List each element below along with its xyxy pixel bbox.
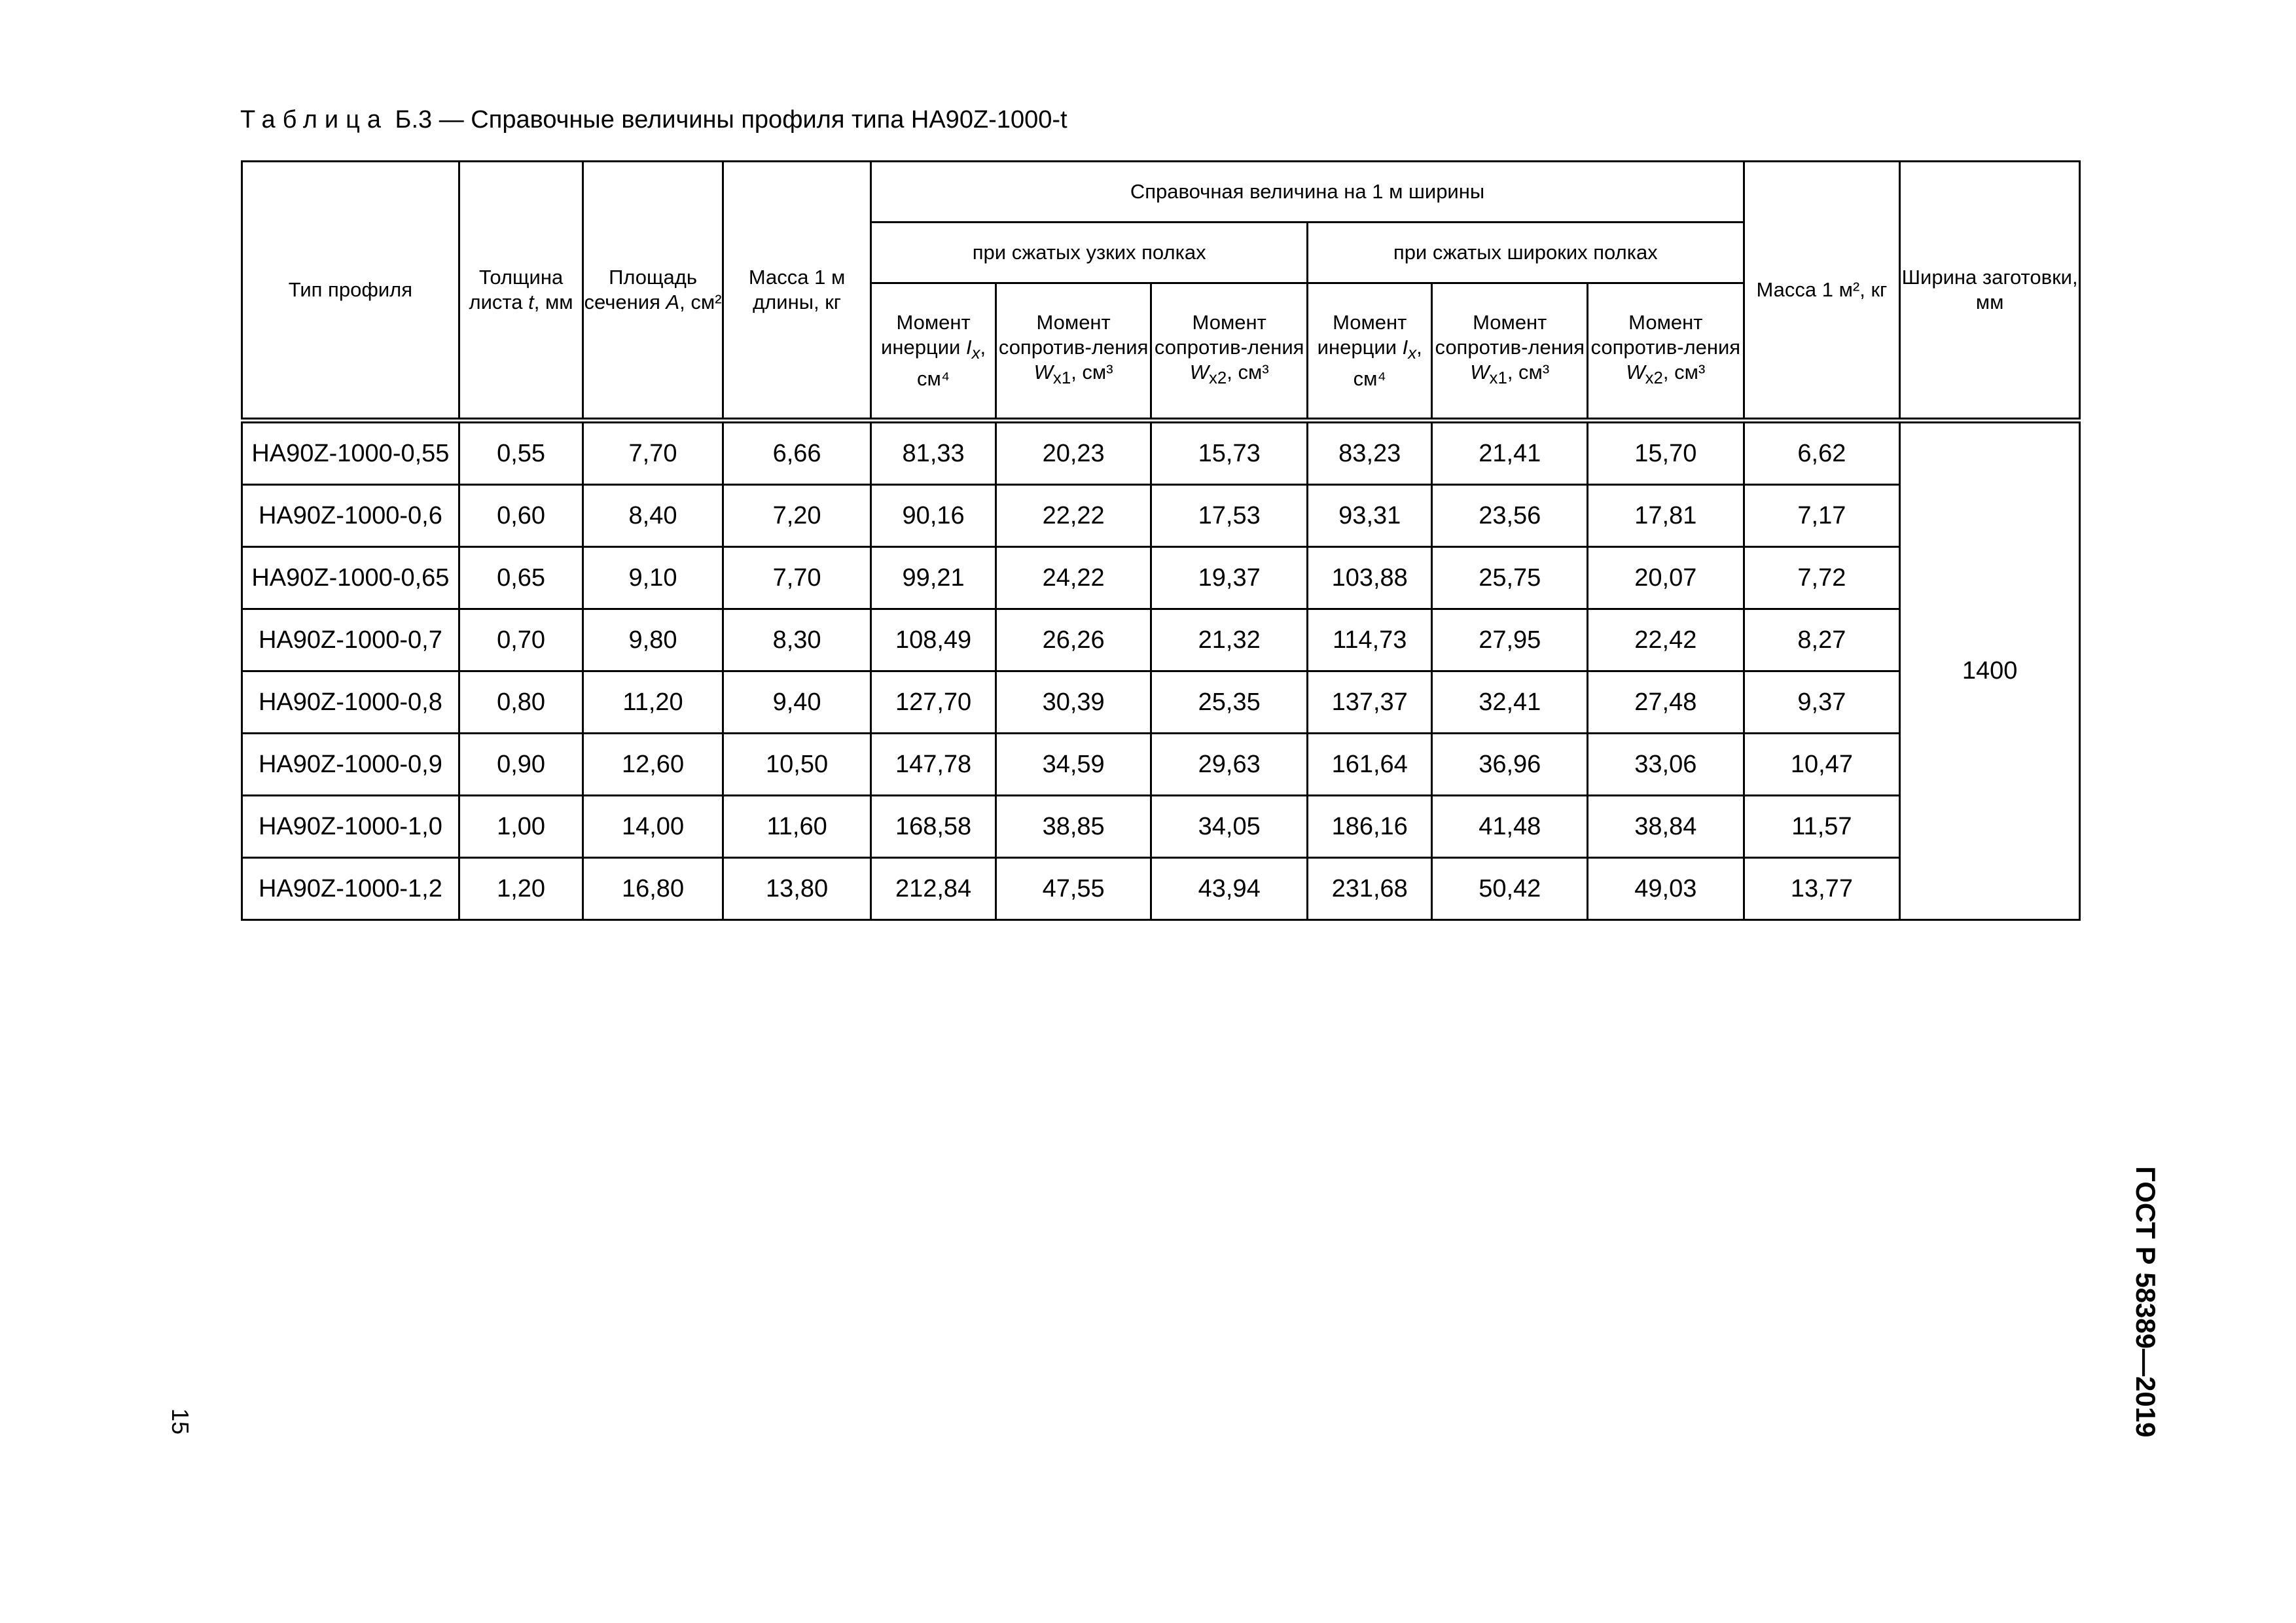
table-cell: 7,70 — [723, 547, 871, 609]
table-cell: 9,10 — [583, 547, 723, 609]
caption-label: Таблица — [240, 106, 388, 134]
table-cell: 32,41 — [1432, 671, 1588, 734]
table-row — [242, 421, 2080, 485]
header-wide-resist-1: Момент сопротив-ления $W_{x1}$, см³ — [1432, 283, 1588, 421]
table-cell: 93,31 — [1307, 485, 1431, 547]
table-cell: 147,78 — [871, 734, 996, 796]
table-cell: 17,81 — [1588, 485, 1744, 547]
blank-width-value: 1400 — [1900, 421, 2080, 920]
document-code: ГОСТ Р 58389—2019 — [2130, 1166, 2161, 1438]
header-wide-resist-2: Момент сопротив-ления $W_{x2}$, см³ — [1588, 283, 1744, 421]
table-cell: 22,22 — [996, 485, 1151, 547]
table-cell: 8,40 — [583, 485, 723, 547]
table-cell: 11,60 — [723, 796, 871, 858]
header-narrow-group: при сжатых узких полках — [871, 223, 1308, 283]
table-row — [242, 858, 2080, 920]
table-cell: 43,94 — [1151, 858, 1308, 920]
table-cell: HA90Z-1000-0,6 — [242, 485, 459, 547]
table-cell: 6,62 — [1744, 421, 1900, 485]
table-cell: 27,95 — [1432, 609, 1588, 671]
table-cell: HA90Z-1000-0,65 — [242, 547, 459, 609]
table-cell: 27,48 — [1588, 671, 1744, 734]
table-cell: HA90Z-1000-1,2 — [242, 858, 459, 920]
table-cell: 34,59 — [996, 734, 1151, 796]
table-cell: 11,57 — [1744, 796, 1900, 858]
table-cell: 16,80 — [583, 858, 723, 920]
header-mass-per-m: Масса 1 м длины, кг — [723, 162, 871, 421]
table-cell: 10,47 — [1744, 734, 1900, 796]
table-cell: 22,42 — [1588, 609, 1744, 671]
header-area: Площадь сечения A, см² — [583, 162, 723, 421]
table-cell: 38,85 — [996, 796, 1151, 858]
table-cell: 41,48 — [1432, 796, 1588, 858]
table-cell: 161,64 — [1307, 734, 1431, 796]
table-cell: 90,16 — [871, 485, 996, 547]
table-cell: 83,23 — [1307, 421, 1431, 485]
table-cell: 186,16 — [1307, 796, 1431, 858]
table-cell: 23,56 — [1432, 485, 1588, 547]
table-cell: 6,66 — [723, 421, 871, 485]
header-thickness: Толщина листа t, мм — [459, 162, 583, 421]
table-cell: 12,60 — [583, 734, 723, 796]
table-cell: 8,27 — [1744, 609, 1900, 671]
table-body — [242, 421, 2080, 920]
header-ref-group: Справочная величина на 1 м ширины — [871, 162, 1744, 223]
header-mass-per-m2: Масса 1 м², кг — [1744, 162, 1900, 421]
table-cell: 137,37 — [1307, 671, 1431, 734]
table-cell: 0,90 — [459, 734, 583, 796]
table-cell: 103,88 — [1307, 547, 1431, 609]
table-cell: 15,70 — [1588, 421, 1744, 485]
table-cell: 8,30 — [723, 609, 871, 671]
table-cell: 108,49 — [871, 609, 996, 671]
table-cell: 14,00 — [583, 796, 723, 858]
table-cell: 21,41 — [1432, 421, 1588, 485]
table-row — [242, 671, 2080, 734]
table-cell: 20,23 — [996, 421, 1151, 485]
table-cell: 38,84 — [1588, 796, 1744, 858]
table-cell: 29,63 — [1151, 734, 1308, 796]
table-cell: 0,65 — [459, 547, 583, 609]
header-wide-inertia: Момент инерции $I_x$, см⁴ — [1307, 283, 1431, 421]
table-cell: 50,42 — [1432, 858, 1588, 920]
table-cell: 13,80 — [723, 858, 871, 920]
table-cell: 30,39 — [996, 671, 1151, 734]
table-cell: 13,77 — [1744, 858, 1900, 920]
table-cell: 99,21 — [871, 547, 996, 609]
table-cell: 0,55 — [459, 421, 583, 485]
table-cell: 9,40 — [723, 671, 871, 734]
table-cell: 17,53 — [1151, 485, 1308, 547]
header-wide-group: при сжатых широких полках — [1307, 223, 1744, 283]
table-cell: 7,70 — [583, 421, 723, 485]
table-cell: 47,55 — [996, 858, 1151, 920]
table-cell: 9,37 — [1744, 671, 1900, 734]
table-row — [242, 734, 2080, 796]
table-cell: 114,73 — [1307, 609, 1431, 671]
table-cell: 0,70 — [459, 609, 583, 671]
header-profile-type: Тип профиля — [242, 162, 459, 421]
table-cell: 25,75 — [1432, 547, 1588, 609]
reference-values-table — [241, 160, 2081, 921]
table-cell: 1,00 — [459, 796, 583, 858]
header-narrow-inertia: Момент инерции $I_x$, см⁴ — [871, 283, 996, 421]
table-caption — [240, 107, 1067, 132]
table-cell: HA90Z-1000-0,9 — [242, 734, 459, 796]
table-cell: 10,50 — [723, 734, 871, 796]
table-cell: 7,20 — [723, 485, 871, 547]
table-cell: 33,06 — [1588, 734, 1744, 796]
table-cell: 9,80 — [583, 609, 723, 671]
table-cell: 168,58 — [871, 796, 996, 858]
header-narrow-resist-1: Момент сопротив-ления $W_{x1}$, см³ — [996, 283, 1151, 421]
table-cell: HA90Z-1000-1,0 — [242, 796, 459, 858]
header-narrow-resist-2: Момент сопротив-ления $W_{x2}$, см³ — [1151, 283, 1308, 421]
table-row — [242, 796, 2080, 858]
table-cell: 0,60 — [459, 485, 583, 547]
table-row — [242, 547, 2080, 609]
table-cell: 19,37 — [1151, 547, 1308, 609]
table-cell: 127,70 — [871, 671, 996, 734]
table-cell: HA90Z-1000-0,55 — [242, 421, 459, 485]
table-cell: 20,07 — [1588, 547, 1744, 609]
table-cell: 49,03 — [1588, 858, 1744, 920]
page-number: 15 — [167, 1408, 194, 1435]
table-cell: HA90Z-1000-0,7 — [242, 609, 459, 671]
table-cell: 212,84 — [871, 858, 996, 920]
table-cell: 231,68 — [1307, 858, 1431, 920]
table-cell: 7,17 — [1744, 485, 1900, 547]
table-row — [242, 609, 2080, 671]
table-cell: 15,73 — [1151, 421, 1308, 485]
table-cell: 25,35 — [1151, 671, 1308, 734]
caption-text: Б.3 — Справочные величины профиля типа HA90Z-1000-t — [388, 106, 1067, 134]
table-cell: 26,26 — [996, 609, 1151, 671]
table-cell: 21,32 — [1151, 609, 1308, 671]
table-cell: 24,22 — [996, 547, 1151, 609]
table-cell: 11,20 — [583, 671, 723, 734]
table-row — [242, 485, 2080, 547]
table-cell: 0,80 — [459, 671, 583, 734]
table-cell: 34,05 — [1151, 796, 1308, 858]
table-cell: 7,72 — [1744, 547, 1900, 609]
table-cell: HA90Z-1000-0,8 — [242, 671, 459, 734]
table-cell: 81,33 — [871, 421, 996, 485]
table-cell: 36,96 — [1432, 734, 1588, 796]
header-blank-width: Ширина заготовки, мм — [1900, 162, 2080, 421]
table-cell: 1,20 — [459, 858, 583, 920]
